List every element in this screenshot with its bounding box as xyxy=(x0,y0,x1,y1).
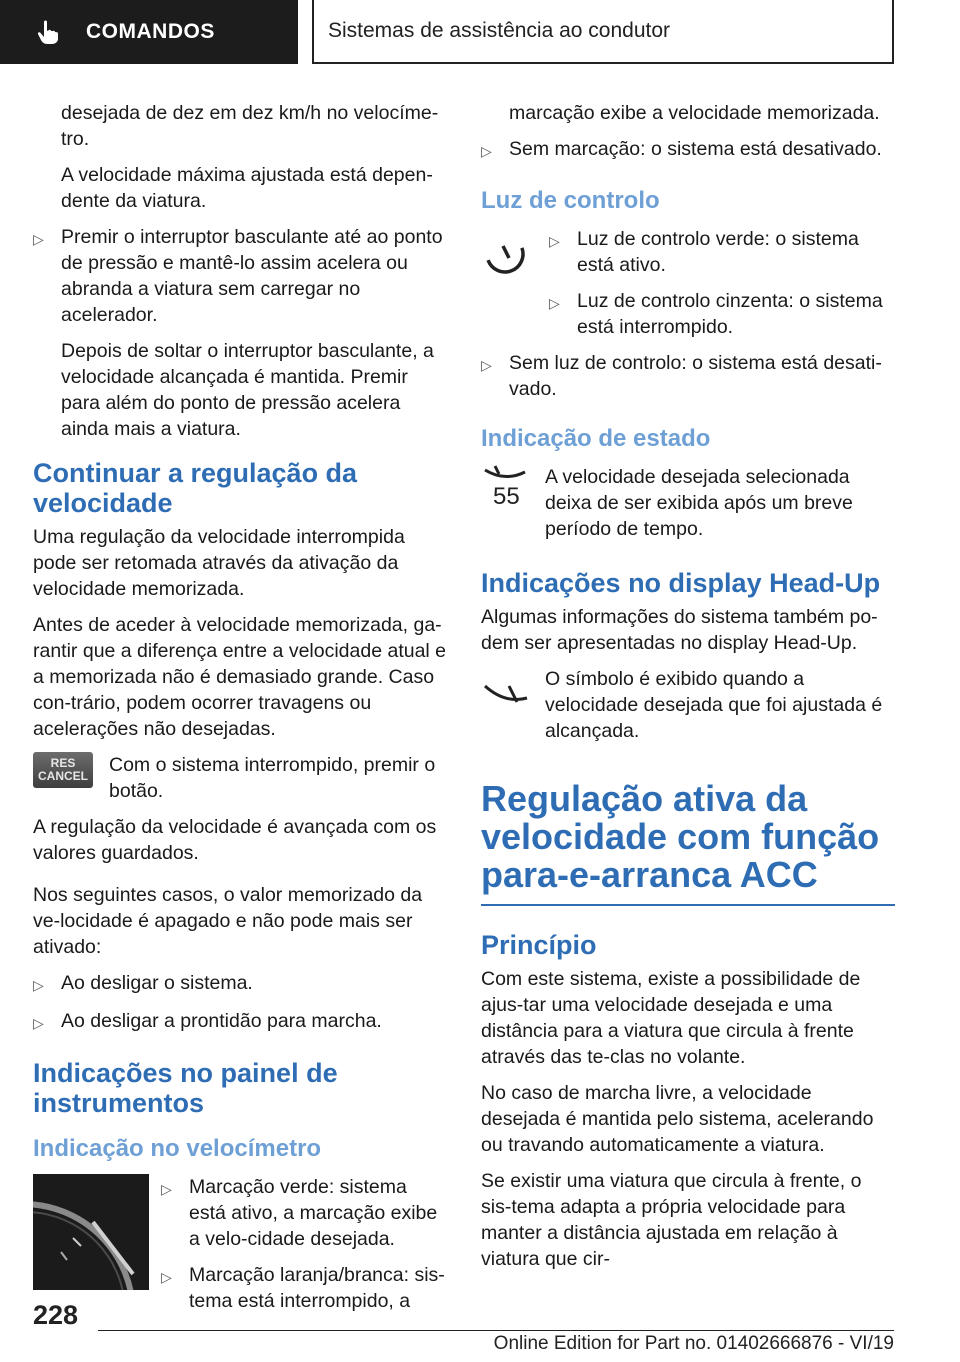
list-item xyxy=(481,350,895,402)
list-item-text: Premir o interruptor basculante até ao ponto de pressão e mantê-lo assim acelera ou abranda a viatura sem carregar no acelerador. xyxy=(61,226,443,326)
heading-estado: Indicação de estado xyxy=(481,425,711,452)
bullet-triangle-icon: ▷ xyxy=(161,1269,172,1285)
heading-acc: Regulação ativa da velocidade com função para-e-arranca ACC xyxy=(481,778,880,895)
status-row xyxy=(481,464,895,542)
list-item-text: Marcação laranja/branca: sis‐tema está interrompido, a xyxy=(189,1264,445,1312)
cancel-label: CANCEL xyxy=(38,769,88,783)
chapter-title: Sistemas de assistência ao condutor xyxy=(328,19,671,42)
heading-headup: Indicações no display Head-Up xyxy=(481,568,881,598)
bullet-triangle-icon: ▷ xyxy=(481,357,492,373)
list-item-text: Luz de controlo cinzenta: o sistema está interrompido. xyxy=(577,290,883,338)
paragraph: Com este sistema, existe a possibilidade de ajus‐tar uma velocidade desejada e uma distância para a viatura que circula à frente através das te‐clas no volante. xyxy=(481,968,861,1068)
hand-pointer-icon xyxy=(34,18,62,46)
list-item xyxy=(549,288,895,340)
bullet-triangle-icon: ▷ xyxy=(481,143,492,159)
list-item-text: Sem marcação: o sistema está desativado. xyxy=(509,138,882,160)
bullet-triangle-icon: ▷ xyxy=(33,977,44,993)
status-indicator-icon xyxy=(481,464,529,514)
paragraph: marcação exibe a velocidade memorizada. xyxy=(509,102,880,124)
right-column xyxy=(481,100,895,1282)
paragraph: Depois de soltar o interruptor basculante, a velocidade alcançada é mantida. Premir para além do ponto de pressão acelera ainda mais a viatura. xyxy=(61,340,434,440)
heading-continuar: Continuar a regulação da velocidade xyxy=(33,458,358,518)
paragraph: A velocidade desejada selecionada deixa de ser exibida após um breve período de tempo. xyxy=(545,466,853,540)
paragraph: Uma regulação da velocidade interrompida pode ser retomada através da ativação da velocidade memorizada. xyxy=(33,526,405,600)
heading-luz: Luz de controlo xyxy=(481,187,660,214)
paragraph: No caso de marcha livre, a velocidade desejada é mantida pelo sistema, acelerando ou travando automaticamente a viatura. xyxy=(481,1082,874,1156)
list-item-text: Marcação verde: sistema está ativo, a marcação exibe a velo‐cidade desejada. xyxy=(189,1176,438,1250)
paragraph: Se existir uma viatura que circula à frente, o sis‐tema adapta a própria velocidade para manter a distância ajustada em relação à viatura que cir‐ xyxy=(481,1170,862,1270)
status-number: 55 xyxy=(493,483,520,510)
bullet-triangle-icon: ▷ xyxy=(33,231,44,247)
res-cancel-button-icon xyxy=(33,752,93,788)
paragraph: O símbolo é exibido quando a velocidade desejada que foi ajustada é alcançada. xyxy=(545,668,883,742)
paragraph: Algumas informações do sistema também po‐dem ser apresentadas no display Head-Up. xyxy=(481,606,878,654)
chapter-box xyxy=(312,0,894,64)
bullet-triangle-icon: ▷ xyxy=(549,295,560,311)
list-item xyxy=(161,1262,447,1314)
list-item xyxy=(549,226,895,278)
paragraph: Nos seguintes casos, o valor memorizado da ve‐locidade é apagado e não pode mais ser ativado: xyxy=(33,884,423,958)
speedometer-row xyxy=(33,1174,447,1324)
res-cancel-row xyxy=(33,752,447,804)
list-item-text: Ao desligar o sistema. xyxy=(61,972,253,994)
list-item xyxy=(161,1174,447,1252)
heading-indicacoes: Indicações no painel de instrumentos xyxy=(33,1058,338,1118)
head-up-symbol-icon xyxy=(481,676,531,710)
list-item xyxy=(33,1008,447,1036)
list-item xyxy=(33,224,447,328)
list-item xyxy=(481,136,895,164)
list-item-text: Sem luz de controlo: o sistema está desati‐vado. xyxy=(509,352,882,400)
control-light-icon xyxy=(481,232,529,276)
page-number: 228 xyxy=(33,1300,79,1330)
page-header xyxy=(0,0,960,66)
list-item xyxy=(33,970,447,998)
bullet-triangle-icon: ▷ xyxy=(549,233,560,249)
heading-acc-block xyxy=(481,780,895,906)
res-label: RES xyxy=(50,756,76,770)
paragraph: A regulação da velocidade é avançada com os valores guardados. xyxy=(33,816,437,864)
list-item-text: Ao desligar a prontidão para marcha. xyxy=(61,1010,382,1032)
left-column xyxy=(33,100,447,1324)
list-item-text: Luz de controlo verde: o sistema está ativo. xyxy=(577,228,859,276)
footer-divider xyxy=(98,1330,894,1331)
control-light-row xyxy=(481,226,895,350)
head-up-row xyxy=(481,666,895,744)
paragraph: Com o sistema interrompido, premir o botão. xyxy=(109,754,436,802)
footer-edition: Online Edition for Part no. 01402666876 - VI/19 xyxy=(493,1333,894,1354)
paragraph: desejada de dez em dez km/h no velocíme‐tro. xyxy=(61,102,439,150)
paragraph: A velocidade máxima ajustada está depen‐dente da viatura. xyxy=(61,164,433,212)
paragraph: Antes de aceder à velocidade memorizada, ga‐rantir que a diferença entre a velocidade atual e a memorizada não é demasiado grande. Caso con‐trário, podem ocorrer travagens ou acelerações não desejadas. xyxy=(33,614,447,740)
heading-velocimetro: Indicação no velocímetro xyxy=(33,1135,322,1162)
bullet-triangle-icon: ▷ xyxy=(161,1181,172,1197)
heading-principio: Princípio xyxy=(481,930,597,960)
speedometer-icon xyxy=(33,1174,149,1290)
bullet-triangle-icon: ▷ xyxy=(33,1015,44,1031)
section-tab xyxy=(0,0,298,64)
section-title: COMANDOS xyxy=(86,20,215,43)
